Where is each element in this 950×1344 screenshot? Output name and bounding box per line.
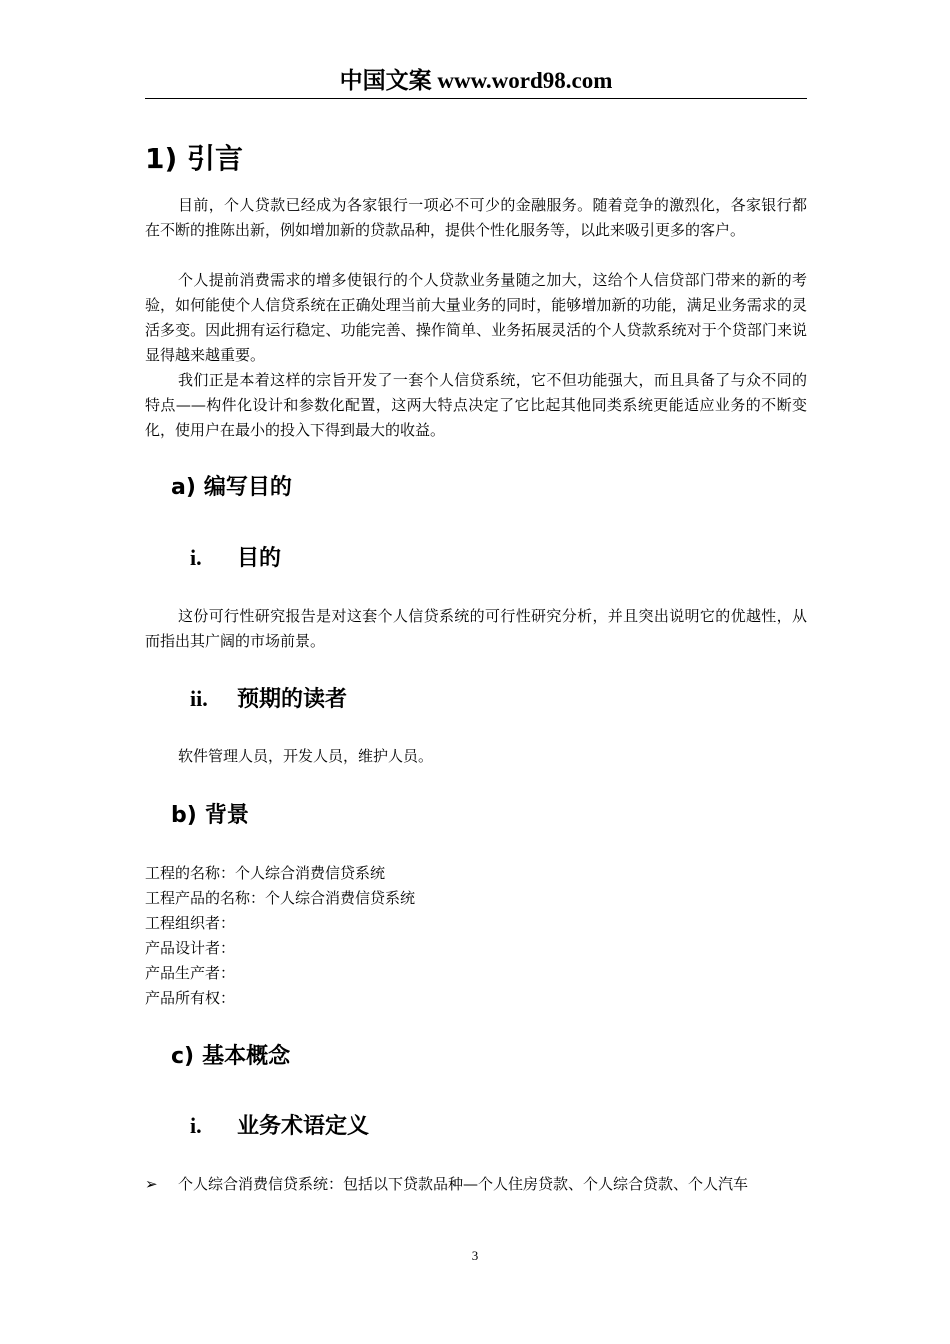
background-line: 产品所有权： <box>145 989 236 1007</box>
heading-number: i. <box>190 1113 202 1138</box>
intro-paragraph-1: 目前，个人贷款已经成为各家银行一项必不可少的金融服务。随着竞争的激烈化，各家银行都在不断的推陈出新，例如增加新的贷款品种，提供个性化服务等，以此来吸引更多的客户。 <box>145 196 807 239</box>
background-line: 工程组织者： <box>145 914 236 932</box>
heading-number: i. <box>190 545 202 570</box>
intro-paragraph-3: 我们正是本着这样的宗旨开发了一套个人信贷系统，它不但功能强大，而且具备了与众不同的特点——构件化设计和参数化配置，这两大特点决定了它比起其他同类系统更能适应业务的不断变化，使用户在最小的投入下得到最大的收益。 <box>145 371 807 439</box>
heading-text: 业务术语定义 <box>237 1114 370 1139</box>
heading-purpose-section <box>171 472 292 504</box>
heading-purpose <box>190 542 281 575</box>
heading-number: b) <box>171 803 197 828</box>
heading-number: ii. <box>190 686 208 711</box>
background-line: 工程产品的名称：个人综合消费信贷系统 <box>145 889 416 907</box>
page-number: 3 <box>471 1248 479 1263</box>
heading-text: 背景 <box>204 803 249 828</box>
purpose-paragraph: 这份可行性研究报告是对这套个人信贷系统的可行性研究分析，并且突出说明它的优越性，从而指出其广阔的市场前景。 <box>145 607 807 650</box>
page-header: 中国文案 www.word98.com <box>145 64 807 99</box>
background-line: 产品生产者： <box>145 964 236 982</box>
readers-paragraph: 软件管理人员，开发人员，维护人员。 <box>178 747 434 765</box>
arrow-bullet-icon: ➢ <box>145 1175 158 1193</box>
heading-number: a) <box>171 475 196 500</box>
background-line: 工程的名称：个人综合消费信贷系统 <box>145 864 386 882</box>
background-line: 产品设计者： <box>145 939 236 957</box>
heading-intended-readers <box>190 683 347 716</box>
intro-paragraph-2: 个人提前消费需求的增多使银行的个人贷款业务量随之加大，这给个人信贷部门带来的新的考验，如何能使个人信贷系统在正确处理当前大量业务的同时，能够增加新的功能，满足业务需求的灵活多变。因此拥有运行稳定、功能完善、操作简单、业务拓展灵活的个人贷款系统对于个贷部门来说显得越来越重要。 <box>145 271 807 364</box>
heading-introduction: 1) 引言 <box>145 142 244 175</box>
heading-text: 编写目的 <box>203 475 292 500</box>
heading-background-section <box>171 800 249 832</box>
heading-number: c) <box>171 1044 195 1069</box>
heading-text: 基本概念 <box>202 1044 291 1069</box>
heading-text: 目的 <box>237 546 282 571</box>
heading-term-definitions <box>190 1110 369 1143</box>
heading-basic-concepts-section <box>171 1041 290 1073</box>
heading-text: 预期的读者 <box>237 687 348 712</box>
bullet-item <box>145 1172 807 1197</box>
bullet-text: 个人综合消费信贷系统：包括以下贷款品种—个人住房贷款、个人综合贷款、个人汽车 <box>178 1175 749 1193</box>
